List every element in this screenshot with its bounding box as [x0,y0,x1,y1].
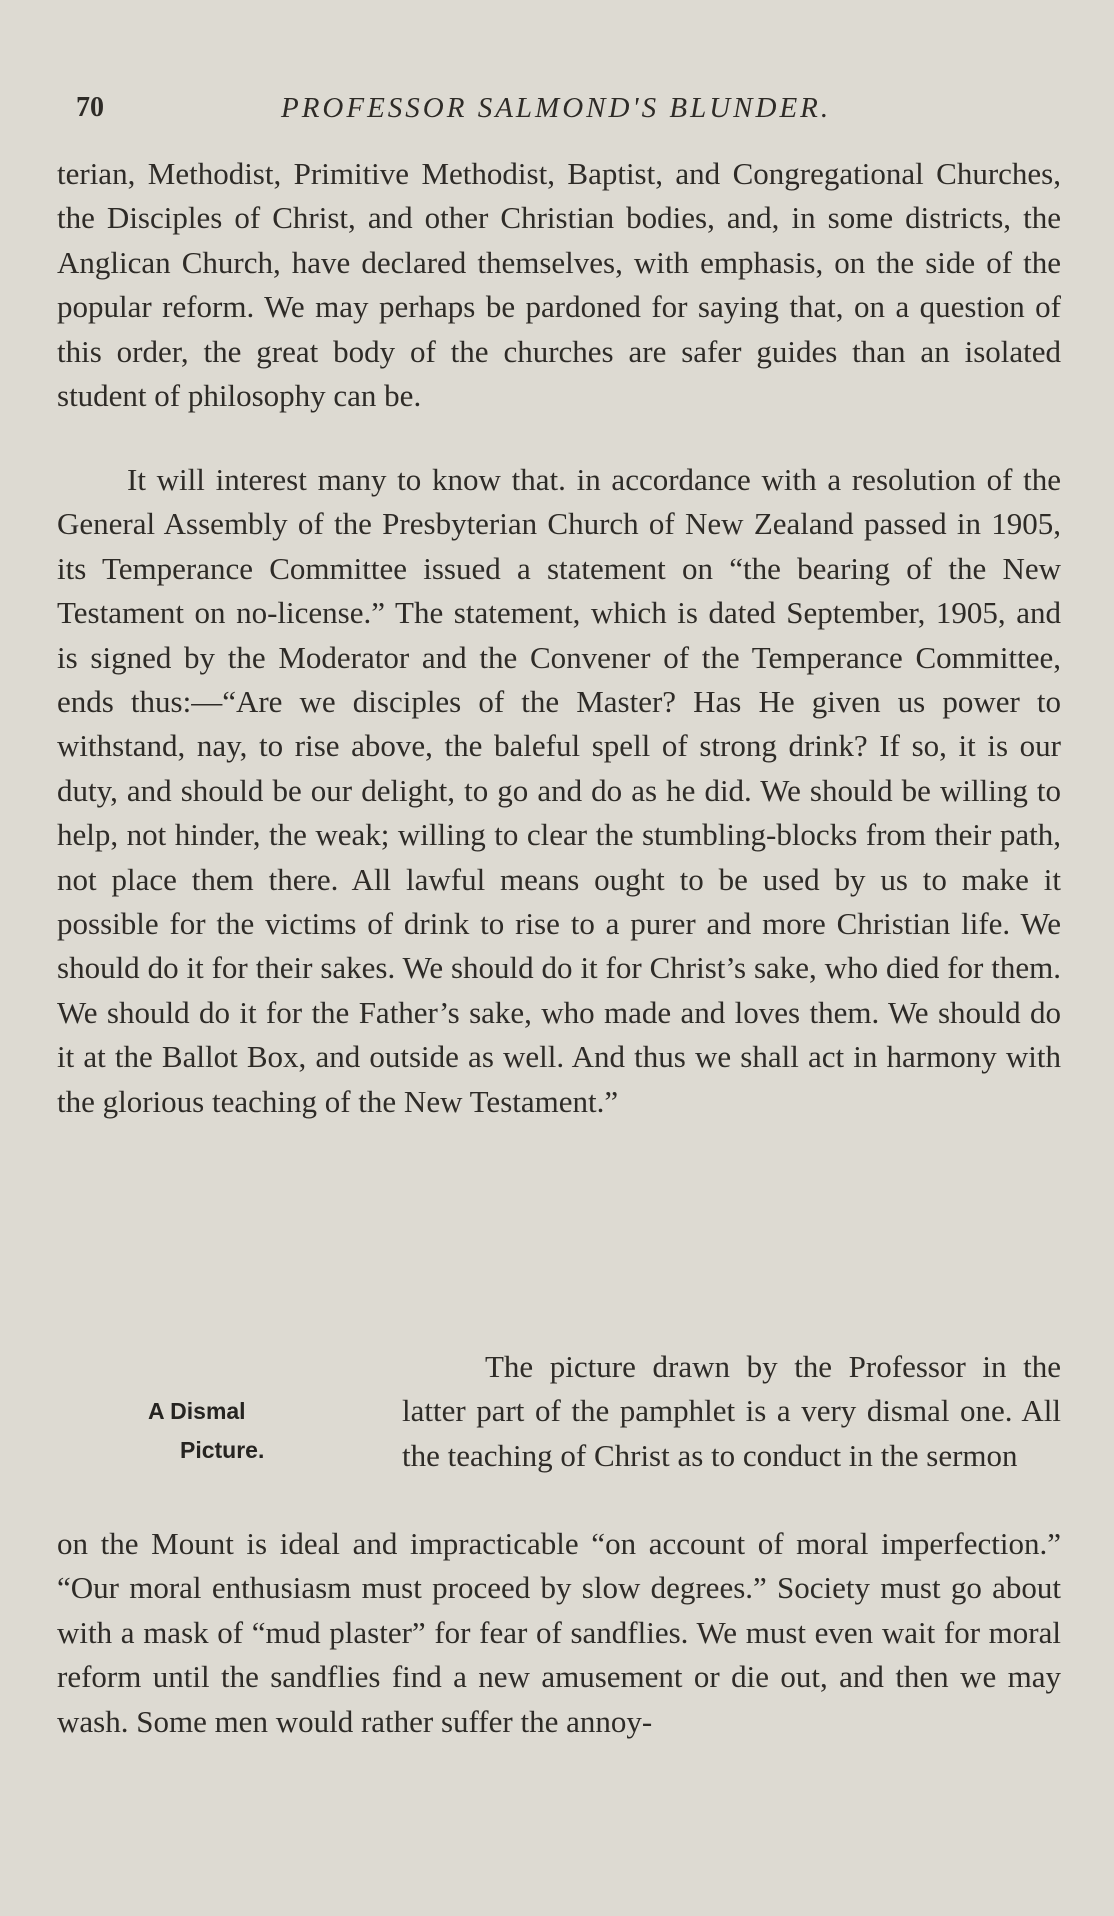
page-number: 70 [76,92,104,123]
paragraph-3-rest-text: on the Mount is ideal and impracticable “on account of moral imperfection.” “Our moral enthusiasm must proceed by slow degrees.” Society must go about with a mask of “mud plaster” for fear of sandflies. We must even wait for moral reform until the sandflies find a new amusement or die out, and then we may wash. Some men would rather suffer the annoy- [57,1526,1061,1739]
page-header [76,92,1066,132]
paragraph-1-text: terian, Methodist, Primitive Methodist, Baptist, and Congregational Churches, the Disciples of Christ, and other Christian bodies, and, in some districts, the Anglican Church, have declared themselves, with emphasis, on the side of the popular reform. We may perhaps be pardoned for saying that, on a question of this order, the great body of the churches are safer guides than an isolated student of philosophy can be. [57,156,1061,414]
paragraph-3-continued [57,1522,1061,1744]
paragraph-2-text: It will interest many to know that. in accordance with a resolution of the General Assembly of the Presbyterian Church of New Zealand passed in 1905, its Temperance Committee issued a statement on “the bearing of the New Testament on no-license.” The statement, which is dated September, 1905, and is signed by the Moderator and the Convener of the Temperance Committee, ends thus:—“Are we disciples of the Master? Has He given us power to withstand, nay, to rise above, the baleful spell of strong drink? If so, it is our duty, and should be our delight, to go and do as he did. We should be willing to help, not hinder, the weak; willing to clear the stumbling-blocks from their path, not place them there. All lawful means ought to be used by us to make it possible for the victims of drink to rise to a purer and more Christian life. We should do it for their sakes. We should do it for Christ’s sake, who died for them. We should do it for the Father’s sake, who made and loves them. We should do it at the Ballot Box, and outside as well. And thus we shall act in harmony with the glorious teaching of the New Testament.” [57,462,1061,1119]
paragraph-1 [57,152,1061,418]
margin-heading [148,1392,318,1470]
paragraph-3-beside-heading [402,1345,1061,1478]
paragraph-3-start-text: The picture drawn by the Professor in the latter part of the pamphlet is a very dismal one. All the teaching of Christ as to conduct in the sermon [402,1349,1061,1473]
running-title: PROFESSOR SALMOND'S BLUNDER. [281,92,832,124]
paragraph-2 [57,458,1061,1124]
margin-heading-line-2: Picture. [180,1437,265,1463]
margin-heading-line-1: A Dismal [148,1398,246,1424]
